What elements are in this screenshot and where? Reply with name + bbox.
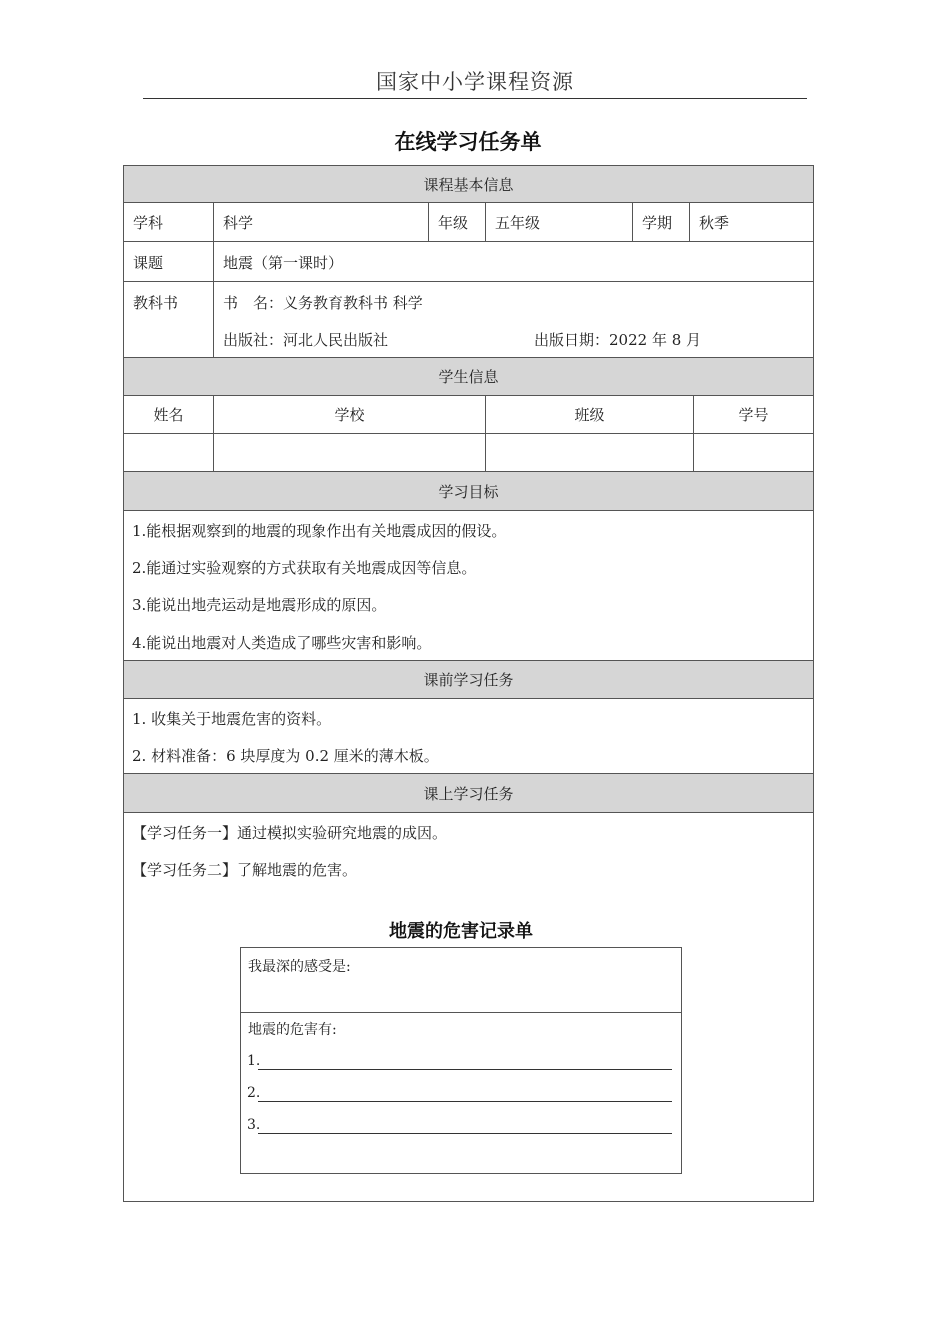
- term-value: 秋季: [699, 214, 730, 232]
- student-id-input[interactable]: [693, 433, 814, 472]
- topic-value: 地震（第一课时）: [223, 254, 344, 272]
- harm-blank-1[interactable]: [258, 1069, 672, 1070]
- student-class-header: [485, 395, 694, 434]
- objectives-header: [123, 471, 814, 511]
- objectives-header-label: 学习目标: [438, 482, 499, 501]
- in-class-task: 【学习任务一】通过模拟实验研究地震的成因。: [132, 824, 448, 842]
- student-school-header: [213, 395, 486, 434]
- site-title: 国家中小学课程资源: [376, 70, 574, 94]
- record-sheet-divider: [240, 1012, 682, 1013]
- grade-label: 年级: [438, 214, 469, 232]
- student-info-header-label: 学生信息: [438, 368, 499, 386]
- document-title: 在线学习任务单: [394, 130, 542, 154]
- pre-class-item: 1. 收集关于地震危害的资料。: [132, 710, 332, 728]
- publisher: 出版社：河北人民出版社: [223, 331, 389, 349]
- feeling-label: 我最深的感受是:: [248, 959, 351, 975]
- harm-label: 地震的危害有:: [248, 1022, 337, 1038]
- publish-date: 出版日期：2022 年 8 月: [534, 331, 702, 349]
- blank-number: 2.: [247, 1085, 261, 1101]
- textbook-label: 教科书: [133, 294, 179, 312]
- blank-number: 3.: [247, 1117, 261, 1133]
- student-id-header: [693, 395, 814, 434]
- in-class-header-label: 课上学习任务: [423, 784, 514, 803]
- blank-number: 1.: [247, 1053, 261, 1069]
- grade-value: 五年级: [495, 214, 541, 232]
- pre-class-header: [123, 660, 814, 699]
- objective-item: 2.能通过实验观察的方式获取有关地震成因等信息。: [132, 559, 477, 577]
- pre-class-item: 2. 材料准备：6 块厚度为 0.2 厘米的薄木板。: [132, 747, 439, 765]
- header-rule: [143, 98, 807, 99]
- student-school-label: 学校: [334, 406, 365, 424]
- feeling-input[interactable]: [241, 978, 681, 1011]
- student-name-label: 姓名: [153, 406, 184, 424]
- objective-item: 1.能根据观察到的地震的现象作出有关地震成因的假设。: [132, 522, 507, 540]
- student-school-input[interactable]: [213, 433, 486, 472]
- student-info-header: [123, 357, 814, 396]
- in-class-header: [123, 773, 814, 813]
- student-name-input[interactable]: [123, 433, 214, 472]
- topic-label: 课题: [133, 254, 164, 272]
- term-label: 学期: [642, 214, 673, 232]
- student-id-label: 学号: [738, 406, 769, 424]
- record-sheet-title: 地震的危害记录单: [389, 921, 533, 942]
- student-class-input[interactable]: [485, 433, 694, 472]
- subject-label: 学科: [133, 214, 164, 232]
- objective-item: 3.能说出地壳运动是地震形成的原因。: [132, 596, 387, 614]
- student-name-header: [123, 395, 214, 434]
- harm-blank-2[interactable]: [258, 1101, 672, 1102]
- course-info-header: [123, 165, 814, 203]
- course-info-header-label: 课程基本信息: [423, 175, 514, 194]
- pre-class-header-label: 课前学习任务: [423, 671, 514, 689]
- in-class-task: 【学习任务二】了解地震的危害。: [132, 861, 358, 879]
- objective-item: 4.能说出地震对人类造成了哪些灾害和影响。: [132, 634, 432, 652]
- student-class-label: 班级: [574, 406, 605, 424]
- book-name: 书 名：义务教育教科书 科学: [223, 294, 423, 312]
- subject-value: 科学: [223, 214, 254, 232]
- harm-blank-3[interactable]: [258, 1133, 672, 1134]
